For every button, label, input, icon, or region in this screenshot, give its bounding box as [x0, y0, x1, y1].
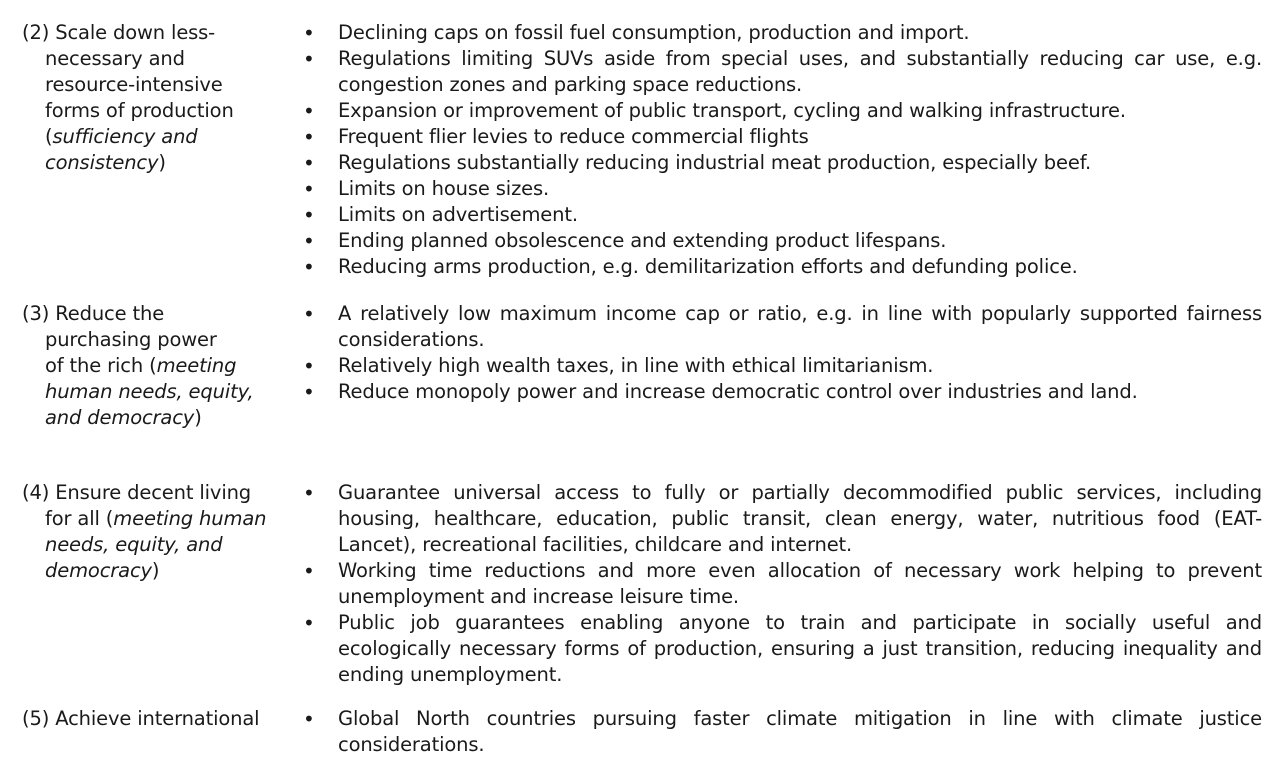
label-line	[22, 532, 287, 558]
label-line: (2) Scale down less-	[22, 21, 216, 44]
item-text: Regulations substantially reducing industrial meat production, especially beef.	[338, 151, 1092, 174]
label-italic: meeting	[156, 354, 237, 377]
list-item	[300, 254, 1262, 280]
item-text: Regulations limiting SUVs aside from special uses, and substantially reducing car use, e.g. congestion zones and parking space reductions.	[338, 47, 1262, 96]
label-line	[22, 506, 287, 532]
label-text: )	[151, 559, 160, 582]
bullet-icon: •	[303, 354, 315, 378]
label-text: for all (	[45, 507, 114, 530]
item-text: Relatively high wealth taxes, in line with ethical limitarianism.	[338, 354, 934, 377]
bullet-icon: •	[303, 380, 315, 404]
bullet-icon: •	[303, 99, 315, 123]
bullet-icon: •	[303, 707, 315, 731]
item-text: Expansion or improvement of public transport, cycling and walking infrastructure.	[338, 99, 1126, 122]
item-text: Global North countries pursuing faster climate mitigation in line with climate justice considerations.	[338, 707, 1262, 756]
label-italic: democracy	[45, 559, 152, 582]
label-line: (5) Achieve international	[22, 707, 260, 730]
bullet-icon: •	[303, 177, 315, 201]
list-item	[300, 98, 1262, 124]
label-line: resource-intensive	[45, 73, 223, 96]
item-text: Guarantee universal access to fully or partially decommodified public services, including housing, healthcare, education, public transit, clean energy, water, nutritious food (EAT-Lancet), recreational facilities, childcare and internet.	[338, 481, 1262, 556]
section-5-label	[22, 706, 287, 732]
label-line	[22, 353, 287, 379]
section-3-label	[22, 301, 287, 431]
label-line	[22, 124, 287, 150]
label-italic: human needs, equity,	[45, 380, 254, 403]
section-2-items	[300, 20, 1262, 280]
section-5-items	[300, 706, 1262, 758]
item-text: Declining caps on fossil fuel consumption, production and import.	[338, 21, 970, 44]
label-line: forms of production	[45, 99, 234, 122]
list-item	[300, 46, 1262, 98]
label-text: (	[45, 125, 53, 148]
section-4-items	[300, 480, 1262, 688]
bullet-icon: •	[303, 21, 315, 45]
bullet-icon: •	[303, 255, 315, 279]
item-text: Limits on advertisement.	[338, 203, 578, 226]
label-line	[22, 150, 287, 176]
list-item	[300, 379, 1262, 405]
label-italic: needs, equity, and	[45, 533, 223, 556]
list-item	[300, 480, 1262, 558]
label-line: necessary and	[45, 47, 185, 70]
bullet-icon: •	[303, 611, 315, 635]
label-line: (4) Ensure decent living	[22, 481, 252, 504]
bullet-icon: •	[303, 47, 315, 71]
bullet-icon: •	[303, 125, 315, 149]
label-italic: meeting human	[113, 507, 267, 530]
list-item	[300, 202, 1262, 228]
label-italic: consistency	[45, 151, 159, 174]
bullet-icon: •	[303, 151, 315, 175]
bullet-icon: •	[303, 229, 315, 253]
list-item	[300, 301, 1262, 353]
list-item	[300, 150, 1262, 176]
list-item	[300, 610, 1262, 688]
item-text: Ending planned obsolescence and extending product lifespans.	[338, 229, 947, 252]
label-line	[22, 379, 287, 405]
list-item	[300, 176, 1262, 202]
bullet-icon: •	[303, 302, 315, 326]
label-line	[22, 405, 287, 431]
item-text: Public job guarantees enabling anyone to train and participate in socially useful and ecologically necessary forms of production, ensuring a just transition, reducing inequality and ending unemployment.	[338, 611, 1262, 686]
list-item	[300, 20, 1262, 46]
label-text: )	[158, 151, 166, 174]
bullet-icon: •	[303, 481, 315, 505]
label-italic: and democracy	[45, 406, 195, 429]
label-line: purchasing power	[45, 328, 217, 351]
section-2-label	[22, 20, 287, 176]
bullet-icon: •	[303, 559, 315, 583]
item-text: Reducing arms production, e.g. demilitarization efforts and defunding police.	[338, 255, 1078, 278]
list-item	[300, 124, 1262, 150]
item-text: Frequent flier levies to reduce commercial flights	[338, 125, 809, 148]
section-4-label	[22, 480, 287, 584]
list-item	[300, 558, 1262, 610]
item-text: Working time reductions and more even allocation of necessary work helping to prevent unemployment and increase leisure time.	[338, 559, 1262, 608]
label-text: )	[194, 406, 202, 429]
item-text: A relatively low maximum income cap or ratio, e.g. in line with popularly supported fairness considerations.	[338, 302, 1262, 351]
list-item	[300, 353, 1262, 379]
item-text: Limits on house sizes.	[338, 177, 550, 200]
section-3-items	[300, 301, 1262, 405]
label-line	[22, 558, 287, 584]
label-line: (3) Reduce the	[22, 302, 165, 325]
bullet-icon: •	[303, 203, 315, 227]
label-text: of the rich (	[45, 354, 157, 377]
label-italic: sufficiency and	[52, 125, 198, 148]
list-item	[300, 706, 1262, 758]
list-item	[300, 228, 1262, 254]
item-text: Reduce monopoly power and increase democratic control over industries and land.	[338, 380, 1138, 403]
